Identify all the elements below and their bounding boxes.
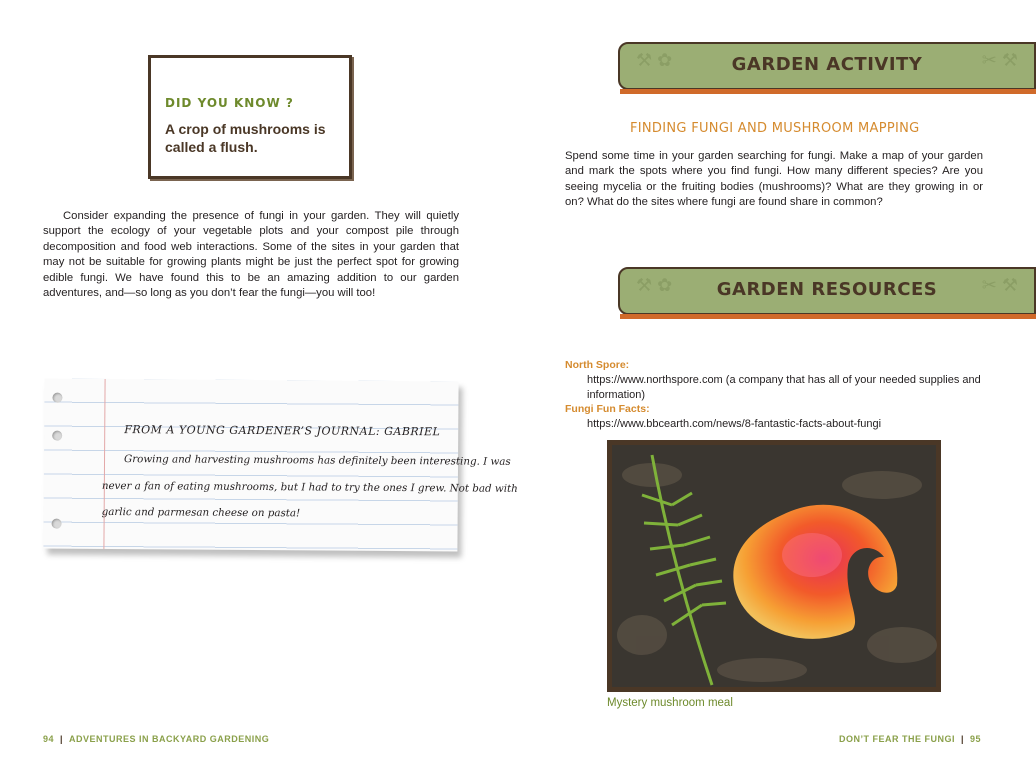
- resource-label: North Spore:: [565, 359, 630, 371]
- tools-icon: ⚒ ✿: [636, 275, 673, 295]
- journal-title: FROM A YOUNG GARDENER’S JOURNAL: GABRIEL: [124, 423, 441, 439]
- page-number: 95: [969, 734, 981, 744]
- activity-paragraph: Spend some time in your garden searching for fungi. Make a map of your garden and mark the spots where you find fungi. How many different species? Are you seeing mycelia or the fruiting bodies (mushrooms)? What are they growing in or on? What do the sites where fungi are found share in common?: [565, 150, 983, 209]
- mushroom-photo-frame: [607, 440, 941, 692]
- page-number: 94: [43, 734, 55, 744]
- mushroom-illustration: [612, 445, 936, 687]
- binder-hole: [52, 519, 62, 529]
- did-you-know-box: [148, 55, 352, 179]
- intro-paragraph: Consider expanding the presence of fungi in your garden. They will quietly support the ecology of your vegetable plots and your compost pile through decomposition and food web interactions. Some of the sites in your garden that may not be suitable for growing plants might be just the perfect spot for growing edible fungi. We have found this to be an amazing addition to our garden adventures, and—so long as you don’t fear the fungi—you will too!: [43, 210, 459, 300]
- did-you-know-heading: DID YOU KNOW ?: [165, 96, 294, 110]
- chapter-title: DON’T FEAR THE FUNGI: [838, 734, 955, 744]
- journal-note: [43, 379, 518, 552]
- tools-icon: ✂ ⚒: [981, 50, 1018, 70]
- banner-title: GARDEN ACTIVITY: [731, 54, 923, 75]
- garden-activity-banner: [618, 42, 1036, 90]
- tools-icon: ⚒ ✿: [636, 50, 673, 70]
- right-page: [512, 0, 1024, 768]
- garden-resources-banner: [618, 267, 1036, 315]
- binder-hole: [52, 393, 62, 403]
- tools-icon: ✂ ⚒: [981, 275, 1018, 295]
- journal-line: Growing and harvesting mushrooms has definitely been interesting. I was: [123, 453, 511, 468]
- binder-hole: [52, 431, 62, 441]
- resource-label: Fungi Fun Facts:: [565, 403, 650, 415]
- banner-underline: [620, 314, 1036, 319]
- left-footer: 94 | ADVENTURES IN BACKYARD GARDENING: [43, 734, 270, 744]
- banner-underline: [620, 89, 1036, 94]
- activity-subheading: FINDING FUNGI AND MUSHROOM MAPPING: [630, 121, 920, 136]
- resource-link[interactable]: https://www.bbcearth.com/news/8-fantastic-facts-about-fungi: [587, 418, 882, 430]
- resource-link[interactable]: https://www.northspore.com (a company that has all of your needed supplies and information): [587, 374, 981, 401]
- note-margin-line: [103, 379, 105, 549]
- banner-title: GARDEN RESOURCES: [716, 279, 938, 300]
- journal-line: garlic and parmesan cheese on pasta!: [101, 505, 301, 520]
- photo-caption: Mystery mushroom meal: [607, 697, 733, 709]
- journal-line: never a fan of eating mushrooms, but I had to try the ones I grew. Not bad with: [101, 479, 518, 495]
- right-footer: DON’T FEAR THE FUNGI | 95: [838, 734, 981, 744]
- did-you-know-text: A crop of mushrooms is called a flush.: [165, 121, 326, 155]
- book-title: ADVENTURES IN BACKYARD GARDENING: [69, 734, 270, 744]
- mushroom-photo: [612, 445, 936, 687]
